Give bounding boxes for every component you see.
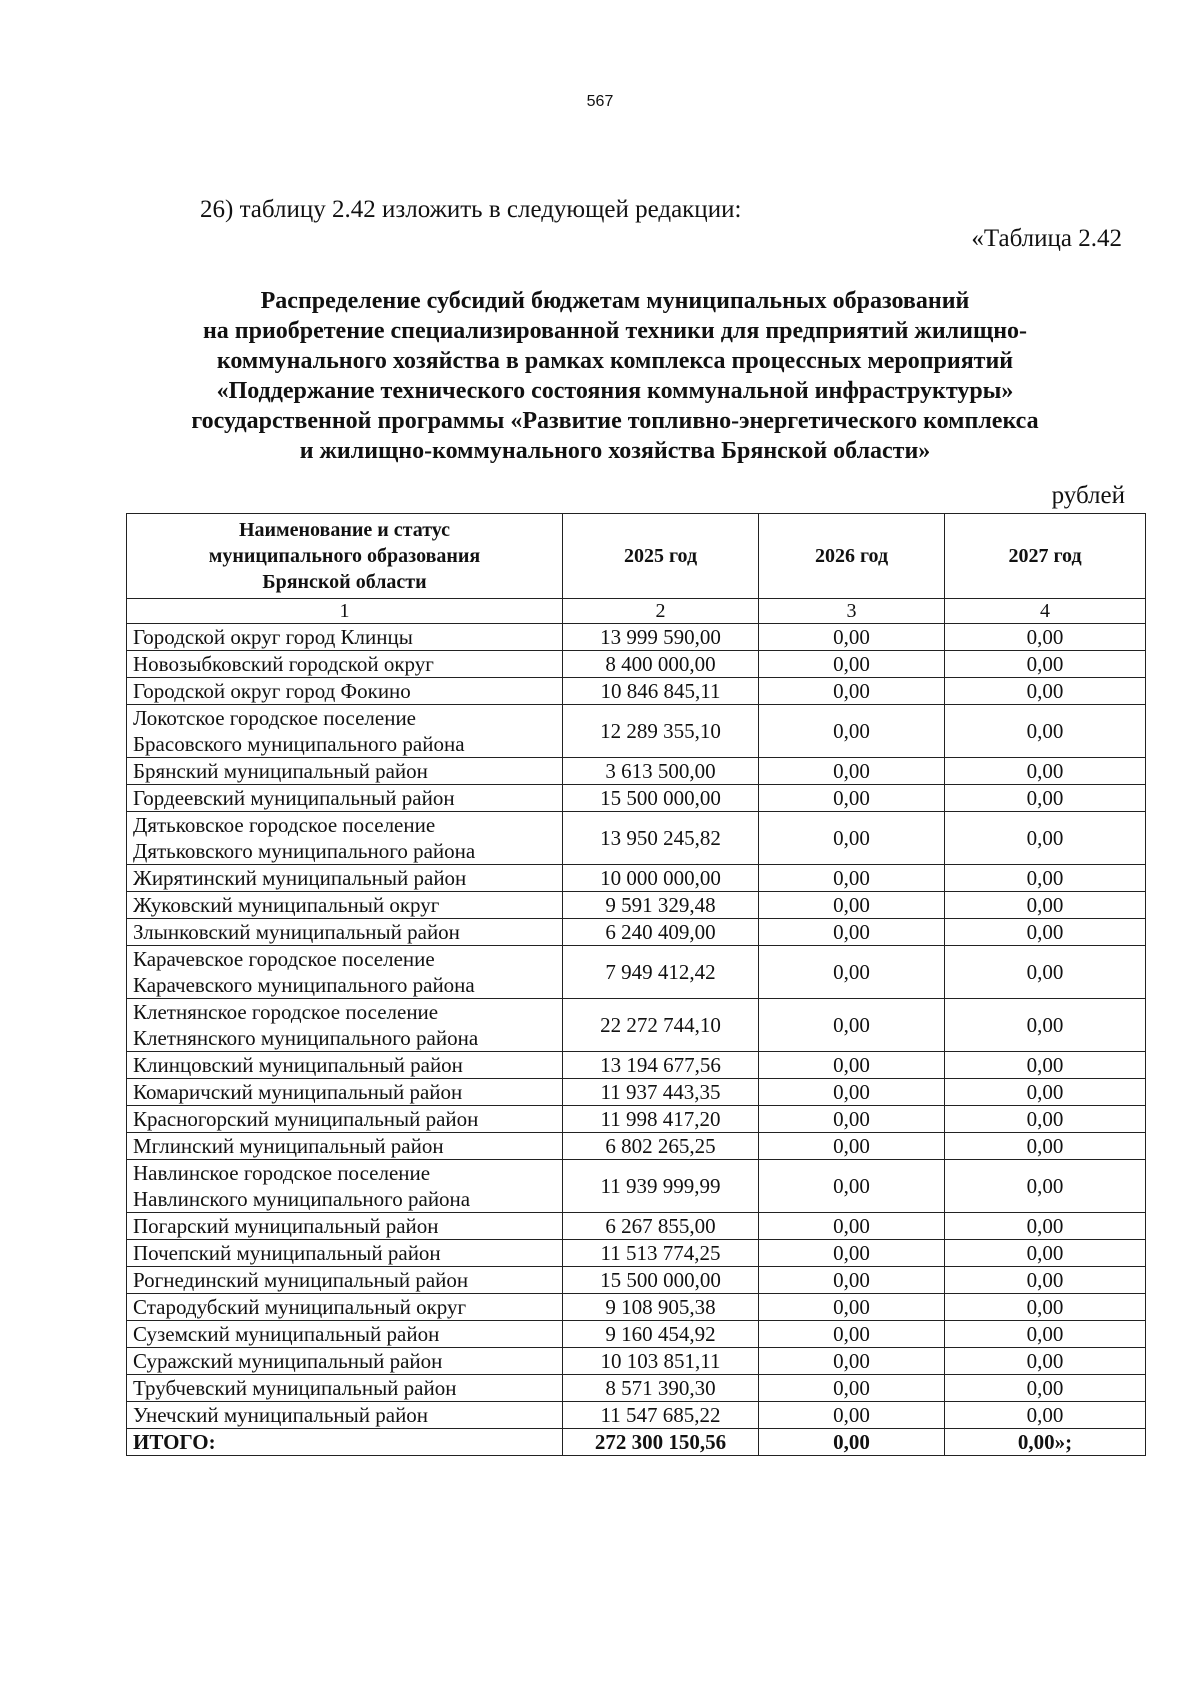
heading-line: коммунального хозяйства в рамках комплекса процессных мероприятий [216,348,1014,374]
amount-2025: 9 160 454,92 [563,1321,759,1348]
page-number: 567 [586,93,614,110]
amount-2025: 8 571 390,30 [563,1375,759,1402]
amount-2027: 0,00 [945,651,1146,678]
municipality-name-line: Клетнянского муниципального района [133,1026,479,1050]
municipality-name-line: Городской округ город Клинцы [133,625,413,649]
column-number: 2 [563,599,759,624]
table-row [127,1402,1146,1429]
municipality-name [127,1402,563,1429]
table-row [127,999,1146,1052]
amount-2026: 0,00 [759,1079,945,1106]
municipality-name-line: Злынковский муниципальный район [133,920,460,944]
table-row [127,785,1146,812]
amount-2027: 0,00 [945,1321,1146,1348]
municipality-name [127,1160,563,1213]
header-name-line: Брянской области [262,571,427,593]
table-row [127,1375,1146,1402]
amount-2025: 12 289 355,10 [563,705,759,758]
municipality-name-line: Суземский муниципальный район [133,1322,440,1346]
municipality-name-line: Трубчевский муниципальный район [133,1376,457,1400]
municipality-name [127,1267,563,1294]
amount-2025: 13 950 245,82 [563,812,759,865]
table-row [127,1160,1146,1213]
table-row [127,624,1146,651]
amount-2027: 0,00 [945,1213,1146,1240]
heading-line: на приобретение специализированной техники для предприятий жилищно- [202,318,1028,344]
amount-2025: 11 939 999,99 [563,1160,759,1213]
amount-2026: 0,00 [759,1106,945,1133]
municipality-name-line: Почепский муниципальный район [133,1241,441,1265]
amount-2025: 15 500 000,00 [563,785,759,812]
table-row [127,1240,1146,1267]
amount-2026: 0,00 [759,624,945,651]
amount-2025: 10 103 851,11 [563,1348,759,1375]
total-2025: 272 300 150,56 [563,1429,759,1456]
amount-2026: 0,00 [759,1267,945,1294]
municipality-name [127,1240,563,1267]
amount-2027: 0,00 [945,1240,1146,1267]
amount-2025: 11 998 417,20 [563,1106,759,1133]
municipality-name [127,705,563,758]
total-2027: 0,00»; [945,1429,1146,1456]
municipality-name [127,678,563,705]
amount-2027: 0,00 [945,865,1146,892]
municipality-name-line: Клетнянское городское поселение [133,1000,439,1024]
amount-2027: 0,00 [945,1402,1146,1429]
municipality-name-line: Брянский муниципальный район [133,759,428,783]
amount-2027: 0,00 [945,705,1146,758]
header-2025: 2025 год [563,514,759,599]
amount-2026: 0,00 [759,1133,945,1160]
municipality-name [127,919,563,946]
table-row [127,919,1146,946]
municipality-name [127,1375,563,1402]
municipality-name [127,946,563,999]
amount-2026: 0,00 [759,1294,945,1321]
amount-2026: 0,00 [759,1052,945,1079]
table-row [127,1321,1146,1348]
municipality-name-line: Жирятинский муниципальный район [133,866,467,890]
header-name-line: муниципального образования [208,545,481,567]
amount-2026: 0,00 [759,919,945,946]
municipality-name-line: Карачевское городское поселение [133,947,435,971]
table-row [127,1133,1146,1160]
municipality-name [127,651,563,678]
amount-2025: 6 267 855,00 [563,1213,759,1240]
heading-line: Распределение субсидий бюджетам муниципальных образований [260,288,970,314]
table-row [127,946,1146,999]
municipality-name-line: Гордеевский муниципальный район [133,786,455,810]
column-number: 1 [127,599,563,624]
table-caption: «Таблица 2.42 [971,225,1122,252]
municipality-name-line: Клинцовский муниципальный район [133,1053,463,1077]
table-row [127,865,1146,892]
municipality-name [127,624,563,651]
table-row [127,1294,1146,1321]
amount-2026: 0,00 [759,1160,945,1213]
column-number: 3 [759,599,945,624]
municipality-name-line: Комаричский муниципальный район [133,1080,463,1104]
municipality-name [127,999,563,1052]
amount-2025: 10 846 845,11 [563,678,759,705]
municipality-name-line: Мглинский муниципальный район [133,1134,444,1158]
municipality-name [127,758,563,785]
amount-2027: 0,00 [945,1160,1146,1213]
table-row [127,678,1146,705]
municipality-name [127,1348,563,1375]
units-label: рублей [1051,482,1125,509]
amount-2027: 0,00 [945,919,1146,946]
amount-2026: 0,00 [759,1213,945,1240]
header-name-line: Наименование и статус [238,519,451,541]
total-label: ИТОГО: [127,1429,563,1456]
amount-2027: 0,00 [945,1079,1146,1106]
municipality-name-line: Жуковский муниципальный округ [133,893,440,917]
municipality-name-line: Дятьковского муниципального района [133,839,476,863]
amount-2026: 0,00 [759,1402,945,1429]
amount-2025: 13 999 590,00 [563,624,759,651]
table-header-row [127,514,1146,599]
amount-2027: 0,00 [945,999,1146,1052]
header-2026: 2026 год [759,514,945,599]
table-row [127,1213,1146,1240]
amount-2026: 0,00 [759,1240,945,1267]
amount-2027: 0,00 [945,758,1146,785]
municipality-name-line: Погарский муниципальный район [133,1214,439,1238]
amount-2025: 11 547 685,22 [563,1402,759,1429]
municipality-name-line: Карачевского муниципального района [133,973,475,997]
amount-2026: 0,00 [759,678,945,705]
amount-2026: 0,00 [759,892,945,919]
municipality-name-line: Дятьковское городское поселение [133,813,436,837]
amount-2027: 0,00 [945,1106,1146,1133]
amount-2027: 0,00 [945,892,1146,919]
municipality-name [127,865,563,892]
amount-2025: 7 949 412,42 [563,946,759,999]
amendment-intro: 26) таблицу 2.42 изложить в следующей редакции: [200,196,742,223]
amount-2027: 0,00 [945,678,1146,705]
heading-line: государственной программы «Развитие топливно-энергетического комплекса [191,408,1039,434]
amount-2025: 10 000 000,00 [563,865,759,892]
amount-2025: 13 194 677,56 [563,1052,759,1079]
municipality-name [127,892,563,919]
municipality-name [127,1294,563,1321]
amount-2027: 0,00 [945,812,1146,865]
document-heading [100,286,1130,466]
municipality-name [127,1133,563,1160]
municipality-name-line: Навлинского муниципального района [133,1187,471,1211]
table-row [127,1079,1146,1106]
table-row [127,651,1146,678]
amount-2026: 0,00 [759,758,945,785]
amount-2027: 0,00 [945,785,1146,812]
amount-2026: 0,00 [759,705,945,758]
total-row [127,1429,1146,1456]
amount-2027: 0,00 [945,624,1146,651]
amount-2027: 0,00 [945,1294,1146,1321]
amount-2026: 0,00 [759,1348,945,1375]
amount-2026: 0,00 [759,812,945,865]
municipality-name-line: Стародубский муниципальный округ [133,1295,467,1319]
amount-2025: 11 937 443,35 [563,1079,759,1106]
amount-2025: 6 240 409,00 [563,919,759,946]
amount-2025: 15 500 000,00 [563,1267,759,1294]
table-row [127,758,1146,785]
table-row [127,1267,1146,1294]
municipality-name [127,812,563,865]
amount-2027: 0,00 [945,1133,1146,1160]
amount-2027: 0,00 [945,1052,1146,1079]
heading-line: «Поддержание технического состояния коммунальной инфраструктуры» [216,378,1014,404]
amount-2025: 3 613 500,00 [563,758,759,785]
amount-2026: 0,00 [759,1321,945,1348]
amount-2026: 0,00 [759,999,945,1052]
municipality-name-line: Суражский муниципальный район [133,1349,443,1373]
table-row [127,1106,1146,1133]
municipality-name [127,785,563,812]
municipality-name [127,1106,563,1133]
table-row [127,1348,1146,1375]
total-2026: 0,00 [759,1429,945,1456]
municipality-name [127,1052,563,1079]
amount-2026: 0,00 [759,651,945,678]
municipality-name-line: Навлинское городское поселение [133,1161,431,1185]
municipality-name [127,1079,563,1106]
municipality-name-line: Брасовского муниципального района [133,732,465,756]
municipality-name-line: Локотское городское поселение [133,706,417,730]
amount-2025: 8 400 000,00 [563,651,759,678]
header-2027: 2027 год [945,514,1146,599]
municipality-name [127,1321,563,1348]
table-row [127,1052,1146,1079]
municipality-name-line: Новозыбковский городской округ [133,652,434,676]
municipality-name-line: Городской округ город Фокино [133,679,411,703]
column-number-row [127,599,1146,624]
amount-2027: 0,00 [945,1348,1146,1375]
municipality-name-line: Рогнединский муниципальный район [133,1268,469,1292]
heading-line: и жилищно-коммунального хозяйства Брянской области» [299,438,931,464]
column-number: 4 [945,599,1146,624]
header-name [127,514,563,599]
table-body [127,624,1146,1456]
amount-2027: 0,00 [945,1267,1146,1294]
amount-2025: 11 513 774,25 [563,1240,759,1267]
municipality-name-line: Красногорский муниципальный район [133,1107,479,1131]
table-row [127,812,1146,865]
amount-2025: 9 591 329,48 [563,892,759,919]
amount-2027: 0,00 [945,1375,1146,1402]
amount-2025: 22 272 744,10 [563,999,759,1052]
municipality-name-line: Унечский муниципальный район [133,1403,429,1427]
amount-2025: 9 108 905,38 [563,1294,759,1321]
amount-2026: 0,00 [759,785,945,812]
municipality-name [127,1213,563,1240]
amount-2026: 0,00 [759,1375,945,1402]
amount-2027: 0,00 [945,946,1146,999]
table-row [127,705,1146,758]
table-row [127,892,1146,919]
amount-2025: 6 802 265,25 [563,1133,759,1160]
amount-2026: 0,00 [759,865,945,892]
amount-2026: 0,00 [759,946,945,999]
subsidy-table [126,513,1146,1456]
